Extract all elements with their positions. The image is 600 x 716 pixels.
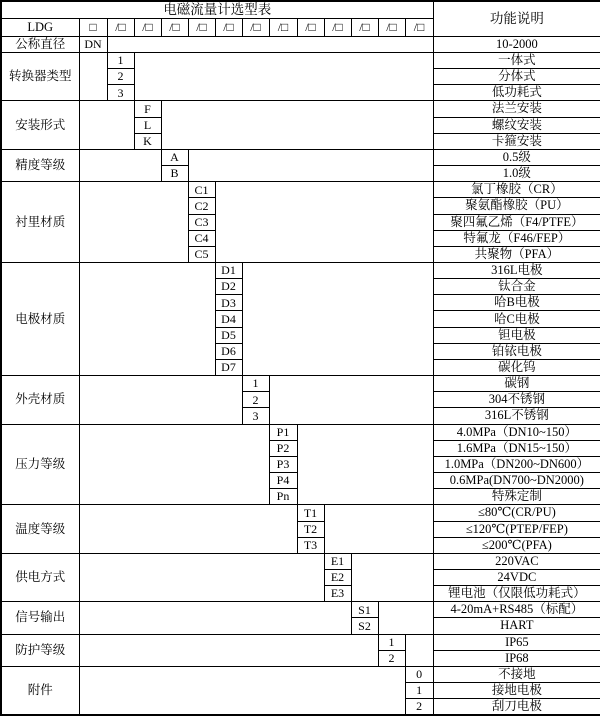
- model-code-box: /□: [215, 18, 242, 36]
- desc-cell-housing-material-1: 碳钢: [433, 376, 600, 392]
- code-cell-lining-material-C4: C4: [188, 230, 215, 246]
- option-row: [1, 553, 600, 569]
- model-code-box: /□: [405, 18, 433, 36]
- code-cell-electrode-material-D4: D4: [215, 311, 242, 327]
- spacer-cell: [188, 149, 433, 181]
- desc-cell-electrode-material-D1: 316L电极: [433, 263, 600, 279]
- option-row: [1, 101, 600, 117]
- desc-cell-lining-material-C4: 特氟龙（F46/FEP）: [433, 230, 600, 246]
- spacer-cell: [378, 602, 433, 634]
- category-label-temperature-class: 温度等级: [1, 505, 79, 553]
- spacer-cell: [79, 149, 161, 181]
- desc-cell-temperature-class-T2: ≤120℃(PTEP/FEP): [433, 521, 600, 537]
- code-cell-signal-output-S1: S1: [351, 602, 378, 618]
- category-label-signal-output: 信号输出: [1, 602, 79, 634]
- model-code-box: /□: [107, 18, 134, 36]
- code-cell-electrode-material-D1: D1: [215, 263, 242, 279]
- desc-cell-converter-type-3: 低功耗式: [433, 85, 600, 101]
- code-cell-electrode-material-D7: D7: [215, 359, 242, 375]
- desc-cell-power-supply-E3: 锂电池（仅限低功耗式）: [433, 586, 600, 602]
- code-cell-accuracy-class-A: A: [161, 149, 188, 165]
- option-row: [1, 263, 600, 279]
- code-cell-power-supply-E1: E1: [324, 553, 351, 569]
- code-cell-electrode-material-D6: D6: [215, 343, 242, 359]
- desc-cell-pressure-class-P4: 0.6MPa(DN700~DN2000): [433, 473, 600, 489]
- option-row: [1, 149, 600, 165]
- desc-cell-signal-output-S1: 4-20mA+RS485（标配）: [433, 602, 600, 618]
- option-row: [1, 52, 600, 68]
- desc-cell-converter-type-2: 分体式: [433, 69, 600, 85]
- code-cell-installation-type-F: F: [134, 101, 161, 117]
- option-row: [1, 376, 600, 392]
- desc-cell-installation-type-F: 法兰安装: [433, 101, 600, 117]
- code-cell-temperature-class-T3: T3: [297, 537, 324, 553]
- category-label-housing-material: 外壳材质: [1, 376, 79, 424]
- spacer-cell: [324, 505, 433, 553]
- desc-cell-signal-output-S2: HART: [433, 618, 600, 634]
- model-code-box: /□: [297, 18, 324, 36]
- spacer-cell: [269, 376, 433, 424]
- code-cell-accessory-2: 2: [405, 699, 433, 715]
- spacer-cell: [79, 666, 405, 715]
- code-cell-converter-type-1: 1: [107, 52, 134, 68]
- spacer-cell: [79, 634, 378, 666]
- category-label-converter-type: 转换器类型: [1, 52, 79, 100]
- category-label-electrode-material: 电极材质: [1, 263, 79, 376]
- desc-cell-electrode-material-D7: 碳化钨: [433, 359, 600, 375]
- option-row: [1, 424, 600, 440]
- spacer-cell: [351, 553, 433, 601]
- desc-cell-pressure-class-Pn: 特殊定制: [433, 489, 600, 505]
- desc-cell-power-supply-E1: 220VAC: [433, 553, 600, 569]
- desc-cell-pressure-class-P2: 1.6MPa（DN15~150）: [433, 440, 600, 456]
- code-cell-electrode-material-D2: D2: [215, 279, 242, 295]
- model-code-box: /□: [269, 18, 297, 36]
- model-code-box: /□: [134, 18, 161, 36]
- code-cell-installation-type-K: K: [134, 133, 161, 149]
- code-cell-pressure-class-P2: P2: [269, 440, 297, 456]
- code-cell-electrode-material-D3: D3: [215, 295, 242, 311]
- category-label-installation-type: 安装形式: [1, 101, 79, 149]
- code-cell-housing-material-3: 3: [242, 408, 269, 424]
- code-cell-converter-type-2: 2: [107, 69, 134, 85]
- spacer-cell: [79, 182, 188, 263]
- desc-cell-lining-material-C2: 聚氨酯橡胶（PU）: [433, 198, 600, 214]
- model-code-box: /□: [324, 18, 351, 36]
- spacer-cell: [161, 101, 433, 149]
- desc-cell-electrode-material-D2: 钛合金: [433, 279, 600, 295]
- desc-cell-protection-class-2: IP68: [433, 650, 600, 666]
- category-label-protection-class: 防护等级: [1, 634, 79, 666]
- desc-cell-temperature-class-T1: ≤80℃(CR/PU): [433, 505, 600, 521]
- code-cell-temperature-class-T1: T1: [297, 505, 324, 521]
- desc-cell-installation-type-L: 螺纹安装: [433, 117, 600, 133]
- desc-cell-pressure-class-P1: 4.0MPa（DN10~150）: [433, 424, 600, 440]
- code-cell-pressure-class-Pn: Pn: [269, 489, 297, 505]
- code-cell-power-supply-E2: E2: [324, 569, 351, 585]
- desc-cell-accessory-2: 刮刀电极: [433, 699, 600, 715]
- model-code-box: /□: [188, 18, 215, 36]
- desc-cell-housing-material-3: 316L不锈钢: [433, 408, 600, 424]
- desc-cell-protection-class-1: IP65: [433, 634, 600, 650]
- option-row: [1, 505, 600, 521]
- spacer-cell: [79, 376, 242, 424]
- option-row: [1, 634, 600, 650]
- spacer-cell: [215, 182, 433, 263]
- desc-cell-power-supply-E2: 24VDC: [433, 569, 600, 585]
- spacer-cell: [297, 424, 433, 505]
- code-cell-pressure-class-P3: P3: [269, 456, 297, 472]
- code-cell-lining-material-C3: C3: [188, 214, 215, 230]
- model-prefix-cell: LDG: [1, 18, 79, 36]
- spacer-cell: [79, 263, 215, 376]
- code-cell-temperature-class-T2: T2: [297, 521, 324, 537]
- code-cell-lining-material-C1: C1: [188, 182, 215, 198]
- category-label-nominal-diameter: 公称直径: [1, 36, 79, 52]
- desc-cell-housing-material-2: 304不锈钢: [433, 392, 600, 408]
- desc-cell-temperature-class-T3: ≤200℃(PFA): [433, 537, 600, 553]
- code-cell-converter-type-3: 3: [107, 85, 134, 101]
- spacer-cell: [79, 602, 351, 634]
- desc-cell-electrode-material-D3: 哈B电极: [433, 295, 600, 311]
- spacer-cell: [79, 505, 297, 553]
- option-row: [1, 182, 600, 198]
- model-code-box: /□: [378, 18, 405, 36]
- spacer-cell: [79, 424, 269, 505]
- spacer-cell: [79, 101, 134, 149]
- code-cell-pressure-class-P1: P1: [269, 424, 297, 440]
- model-code-box: □: [79, 18, 107, 36]
- category-label-pressure-class: 压力等级: [1, 424, 79, 505]
- desc-cell-converter-type-1: 一体式: [433, 52, 600, 68]
- code-cell-protection-class-2: 2: [378, 650, 405, 666]
- desc-cell-accuracy-class-B: 1.0级: [433, 166, 600, 182]
- code-cell-signal-output-S2: S2: [351, 618, 378, 634]
- code-cell-accuracy-class-B: B: [161, 166, 188, 182]
- desc-cell-nominal-diameter: 10-2000: [433, 36, 600, 52]
- dn-row: [1, 36, 600, 52]
- desc-cell-lining-material-C3: 聚四氟乙烯（F4/PTFE）: [433, 214, 600, 230]
- category-label-accuracy-class: 精度等级: [1, 149, 79, 181]
- spacer-cell: [405, 634, 433, 666]
- model-code-box: /□: [242, 18, 269, 36]
- code-cell-housing-material-2: 2: [242, 392, 269, 408]
- desc-cell-accessory-1: 接地电极: [433, 683, 600, 699]
- spacer-cell: [107, 36, 433, 52]
- table-title: 电磁流量计选型表: [1, 1, 433, 18]
- spacer-cell: [134, 52, 433, 100]
- code-cell-accessory-1: 1: [405, 683, 433, 699]
- option-row: [1, 666, 600, 682]
- code-cell-lining-material-C5: C5: [188, 246, 215, 262]
- code-cell-nominal-diameter: DN: [79, 36, 107, 52]
- code-cell-electrode-material-D5: D5: [215, 327, 242, 343]
- spacer-cell: [242, 263, 433, 376]
- desc-cell-installation-type-K: 卡箍安装: [433, 133, 600, 149]
- category-label-lining-material: 衬里材质: [1, 182, 79, 263]
- desc-cell-electrode-material-D5: 钽电极: [433, 327, 600, 343]
- model-code-box: /□: [161, 18, 188, 36]
- spacer-cell: [79, 553, 324, 601]
- option-row: [1, 602, 600, 618]
- category-label-power-supply: 供电方式: [1, 553, 79, 601]
- category-label-accessory: 附件: [1, 666, 79, 715]
- desc-cell-lining-material-C5: 共聚物（PFA）: [433, 246, 600, 262]
- desc-cell-accuracy-class-A: 0.5级: [433, 149, 600, 165]
- function-column-header: 功能说明: [433, 1, 600, 36]
- code-cell-lining-material-C2: C2: [188, 198, 215, 214]
- desc-cell-lining-material-C1: 氯丁橡胶（CR）: [433, 182, 600, 198]
- desc-cell-accessory-0: 不接地: [433, 666, 600, 682]
- code-cell-protection-class-1: 1: [378, 634, 405, 650]
- code-cell-power-supply-E3: E3: [324, 586, 351, 602]
- code-cell-housing-material-1: 1: [242, 376, 269, 392]
- desc-cell-pressure-class-P3: 1.0MPa（DN200~DN600）: [433, 456, 600, 472]
- spacer-cell: [79, 52, 107, 100]
- desc-cell-electrode-material-D4: 哈C电极: [433, 311, 600, 327]
- code-cell-installation-type-L: L: [134, 117, 161, 133]
- table-body: [1, 1, 600, 715]
- desc-cell-electrode-material-D6: 铂铱电极: [433, 343, 600, 359]
- title-row: [1, 1, 600, 18]
- code-cell-pressure-class-P4: P4: [269, 473, 297, 489]
- model-code-box: /□: [351, 18, 378, 36]
- code-cell-accessory-0: 0: [405, 666, 433, 682]
